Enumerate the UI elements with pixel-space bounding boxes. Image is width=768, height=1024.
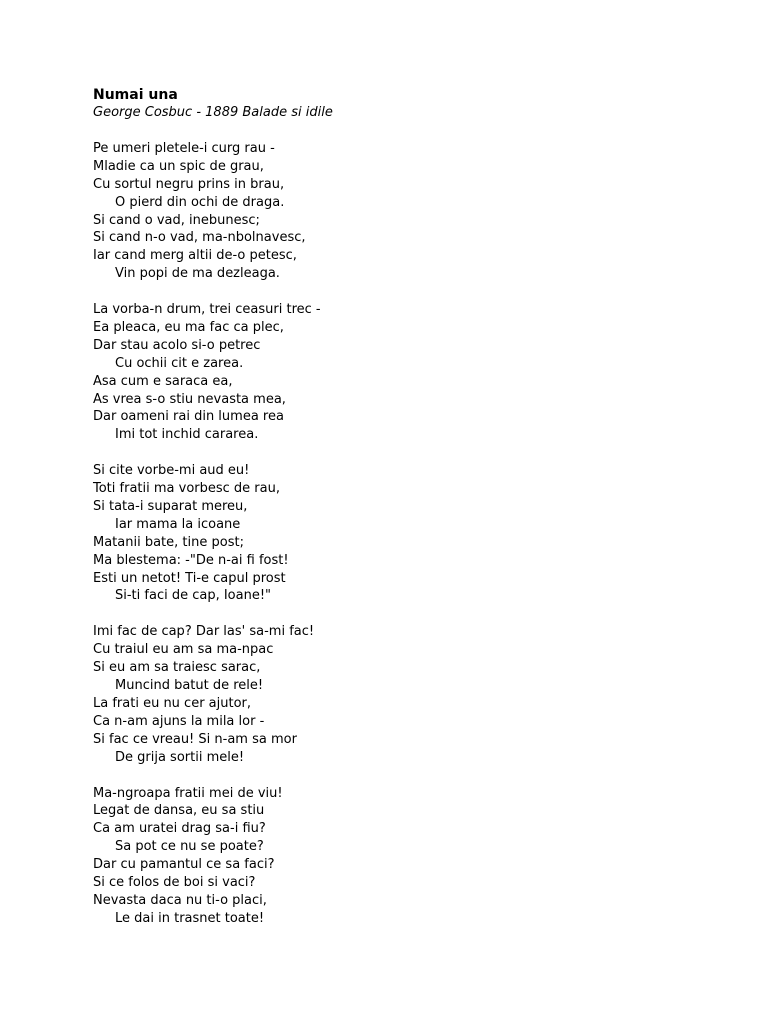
poem-line: Cu traiul eu am sa ma-npac [93, 642, 274, 658]
poem-line: De grija sortii mele! [115, 749, 245, 765]
poem-line: Si cite vorbe-mi aud eu! [93, 463, 250, 479]
poem-line: Mladie ca un spic de grau, [93, 158, 264, 174]
stanza [93, 301, 733, 444]
poem-subtitle: George Cosbuc - 1889 Balade si idile [93, 105, 333, 120]
poem-line: Ca n-am ajuns la mila lor - [93, 713, 265, 729]
poem-line: Toti fratii ma vorbesc de rau, [93, 481, 280, 497]
poem-line: Nevasta daca nu ti-o placi, [93, 892, 267, 908]
document-page [93, 86, 733, 946]
poem-line: La frati eu nu cer ajutor, [93, 695, 252, 711]
poem-line: Ma blestema: -"De n-ai fi fost! [93, 552, 289, 568]
poem-title: Numai una [93, 87, 178, 103]
poem-line: Dar oameni rai din lumea rea [93, 409, 284, 425]
poem-line: Asa cum e saraca ea, [93, 373, 233, 389]
stanza [93, 785, 733, 928]
stanza [93, 140, 733, 283]
poem-line: O pierd din ochi de draga. [115, 194, 285, 210]
poem-line: Legat de dansa, eu sa stiu [93, 803, 265, 819]
poem-line: Si fac ce vreau! Si n-am sa mor [93, 731, 297, 747]
poem-line: Si ce folos de boi si vaci? [93, 874, 256, 890]
poem-line: Pe umeri pletele-i curg rau - [93, 141, 275, 156]
poem-line: Si cand n-o vad, ma-nbolnavesc, [93, 230, 306, 246]
poem-line: Imi tot inchid cararea. [115, 427, 259, 443]
poem-body [93, 140, 733, 928]
stanza [93, 462, 733, 605]
poem-line: As vrea s-o stiu nevasta mea, [93, 391, 286, 407]
poem-line: Esti un netot! Ti-e capul prost [93, 570, 286, 586]
stanza [93, 623, 733, 766]
poem-line: Ma-ngroapa fratii mei de viu! [93, 785, 283, 801]
poem-line: Muncind batut de rele! [115, 678, 264, 694]
poem-line: Sa pot ce nu se poate? [115, 839, 264, 855]
poem-line: Cu ochii cit e zarea. [115, 355, 244, 371]
poem-line: La vorba-n drum, trei ceasuri trec - [93, 302, 321, 318]
poem-line: Ca am uratei drag sa-i fiu? [93, 821, 266, 837]
poem-line: Vin popi de ma dezleaga. [115, 266, 280, 282]
poem-line: Dar cu pamantul ce sa faci? [93, 857, 275, 873]
poem-line: Iar mama la icoane [115, 516, 241, 532]
poem-line: Le dai in trasnet toate! [115, 910, 265, 926]
poem-line: Si cand o vad, inebunesc; [93, 212, 260, 228]
poem-line: Iar cand merg altii de-o petesc, [93, 248, 297, 264]
poem-line: Matanii bate, tine post; [93, 534, 244, 550]
poem-line: Si-ti faci de cap, Ioane!" [115, 588, 272, 604]
poem-line: Si tata-i suparat mereu, [93, 499, 248, 515]
poem-line: Ea pleaca, eu ma fac ca plec, [93, 320, 284, 336]
poem-line: Cu sortul negru prins in brau, [93, 176, 285, 192]
poem-line: Dar stau acolo si-o petrec [93, 337, 261, 353]
poem-line: Imi fac de cap? Dar las' sa-mi fac! [93, 624, 315, 640]
poem-line: Si eu am sa traiesc sarac, [93, 660, 261, 676]
